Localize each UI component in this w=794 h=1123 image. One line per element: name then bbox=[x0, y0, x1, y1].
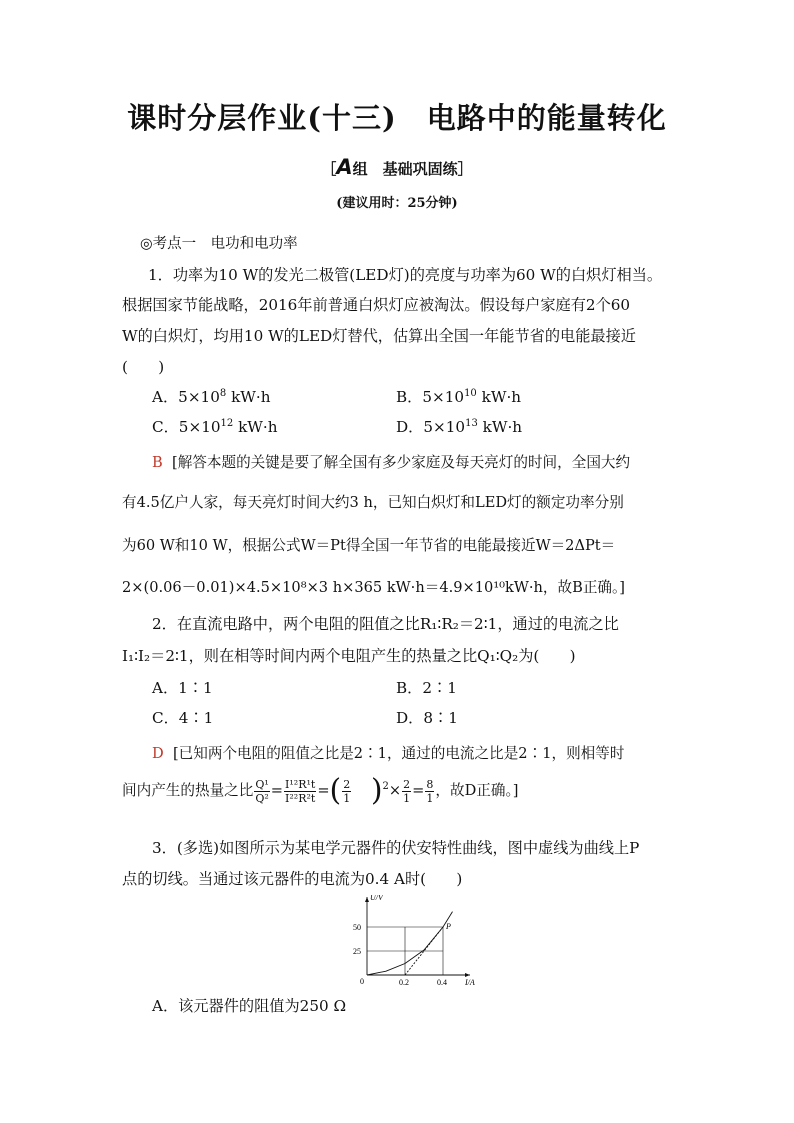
q1-option-a: A．$5\times 10^8$ kW·h bbox=[152, 387, 271, 406]
fraction-result: $\frac{8}{1}$ bbox=[426, 777, 434, 805]
iv-curve bbox=[367, 912, 453, 975]
q1-answer-line: 有4.5亿户人家，每天亮灯时间大约3 h，已知白炽灯和LED灯的额定功率分别 bbox=[122, 494, 624, 511]
y-axis-arrow bbox=[365, 897, 369, 902]
q1-option-c: C．$5\times 10^{12}$ kW·h bbox=[152, 417, 278, 436]
q1-line: 根据国家节能战略，2016年前普通白炽灯应被淘汰。假设每户家庭有2个60 bbox=[122, 296, 631, 314]
group-letter: A bbox=[336, 155, 353, 179]
page-title: 课时分层作业(十三) 电路中的能量转化 bbox=[127, 101, 667, 135]
q2-answer-formula: 间内产生的热量之比 $\frac{\text{Q¹}}{\text{Q²}}$ = $\frac{\text{I¹²R¹t}}{\text{I²²R²t}}$ =( $\frac{2}{1}$ )$^2$× $\frac{2}{1}$ = $\frac{8}{1}$ ，故D正确。] bbox=[122, 773, 519, 808]
q1-answer-line: 为60 W和10 W，根据公式W＝Pt得全国一年节省的电能最接近W＝2ΔPt＝ bbox=[122, 537, 616, 554]
q2-answer-line: D [已知两个电阻的阻值之比是2∶1，通过的电流之比是2∶1，则相等时 bbox=[152, 745, 625, 762]
q1-answer-line: B [解答本题的关键是要了解全国有多少家庭及每天亮灯的时间，全国大约 bbox=[152, 454, 631, 471]
group-label: 组 基础巩固练 bbox=[352, 160, 458, 178]
q1-line: 1．功率为10 W的发光二极管(LED灯)的亮度与功率为60 W的白炽灯相当。 bbox=[148, 266, 663, 284]
origin-label: 0 bbox=[360, 977, 364, 986]
q3-line: 点的切线。当通过该元器件的电流为0.4 A时( ) bbox=[122, 870, 463, 888]
q1-line: ( ) bbox=[122, 358, 165, 376]
q3-line: 3．(多选)如图所示为某电学元器件的伏安特性曲线，图中虚线为曲线上P bbox=[152, 839, 640, 857]
point-p-label: P bbox=[446, 922, 451, 931]
answer-letter: D bbox=[152, 745, 164, 762]
q1-option-b: B．$5\times 10^{10}$ kW·h bbox=[396, 387, 522, 406]
fraction-q: $\frac{\text{Q¹}}{\text{Q²}}$ bbox=[255, 777, 269, 805]
x-tick-label: 0.4 bbox=[437, 978, 447, 987]
y-tick-label: 50 bbox=[353, 923, 361, 932]
q2-option-b: B．2∶1 bbox=[396, 679, 457, 697]
iv-chart bbox=[345, 895, 475, 987]
bracket-right: ］ bbox=[457, 160, 473, 178]
fraction-ratio: $\frac{2}{1}$ bbox=[403, 777, 411, 805]
section-heading: ◎考点一 电功和电功率 bbox=[140, 236, 298, 252]
x-axis-label: I/A bbox=[465, 978, 475, 987]
y-tick-label: 25 bbox=[353, 947, 361, 956]
q2-option-d: D．8∶1 bbox=[396, 709, 458, 727]
q2-line: 2．在直流电路中，两个电阻的阻值之比R₁∶R₂＝2∶1，通过的电流之比 bbox=[152, 615, 619, 633]
x-axis-arrow bbox=[465, 973, 470, 977]
q2-option-a: A．1∶1 bbox=[152, 679, 213, 697]
group-heading bbox=[0, 155, 794, 179]
q3-option-a: A．该元器件的阻值为250 Ω bbox=[152, 997, 347, 1015]
fraction-ratio: $\frac{2}{1}$ bbox=[343, 777, 351, 805]
fraction-ir: $\frac{\text{I¹²R¹t}}{\text{I²²R²t}}$ bbox=[285, 777, 316, 805]
time-note: (建议用时：25分钟) bbox=[336, 196, 458, 211]
q1-answer-line: 2×(0.06－0.01)×4.5×10⁸×3 h×365 kW·h＝4.9×10¹⁰kW·h，故B正确。] bbox=[122, 579, 625, 596]
q2-option-c: C．4∶1 bbox=[152, 709, 214, 727]
x-tick-label: 0.2 bbox=[399, 978, 409, 987]
q1-line: W的白炽灯，均用10 W的LED灯替代，估算出全国一年能节省的电能最接近 bbox=[122, 327, 636, 345]
q2-line: I₁∶I₂＝2∶1，则在相等时间内两个电阻产生的热量之比Q₁∶Q₂为( ) bbox=[122, 647, 576, 665]
q1-option-d: D．$5\times 10^{13}$ kW·h bbox=[396, 417, 523, 436]
y-axis-label: U/V bbox=[370, 895, 383, 902]
bracket-left: ［ bbox=[321, 160, 337, 178]
answer-letter: B bbox=[152, 454, 163, 471]
